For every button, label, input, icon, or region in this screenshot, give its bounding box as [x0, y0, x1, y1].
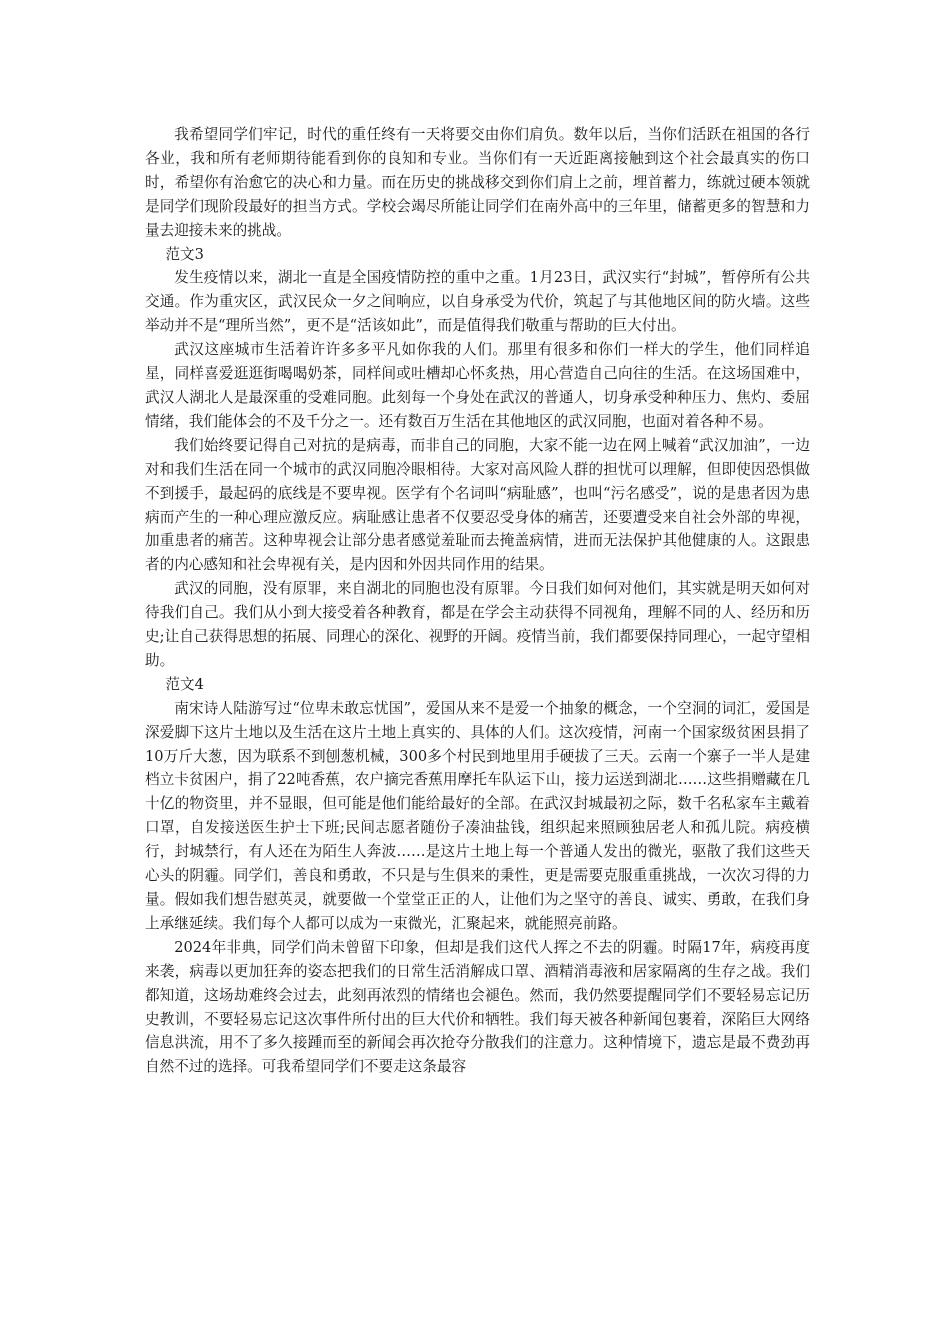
paragraph-patriotism: 南宋诗人陆游写过“位卑未敢忘忧国”，爱国从来不是爱一个抽象的概念，一个空洞的词汇，爱国是深爱脚下这片土地以及生活在这片土地上真实的、具体的人们。这次疫情，河南一个国家级贫困县捐了10万斤大葱，因为联系不到刨葱机械，300多个村民到地里用手硬拔了三天。云南一个寨子一半人是建档立卡贫困户，捐了22吨香蕉，农户摘完香蕉用摩托车队运下山，接力运送到湖北……这些捐赠藏在几十亿的物资里，并不显眼，但可能是他们能给最好的全部。在武汉封城最初之际，数千名私家车主戴着口罩，自发接送医生护士下班;民间志愿者随份子凑油盐钱，组织起来照顾独居老人和孤儿院。病疫横行，封城禁行，有人还在为陌生人奔波……是这片土地上每一个普通人发出的微光，驱散了我们这些天心头的阴霾。同学们，善良和勇敢，不只是与生俱来的秉性，更是需要克服重重挑战，一次次习得的力量。假如我们想告慰英灵，就要做一个堂堂正正的人，让他们为之坚守的善良、诚实、勇敢，在我们身上承继延续。我们每个人都可以成为一束微光，汇聚起来，就能照亮前路。 — [145, 699, 810, 932]
paragraph-closing-remarks: 我希望同学们牢记，时代的重任终有一天将要交由你们肩负。数年以后，当你们活跃在祖国的各行各业，我和所有老师期待能看到你的良知和专业。当你们有一天近距离接触到这个社会最真实的伤口时，希望你有治愈它的决心和力量。而在历史的挑战移交到你们肩上之前，埋首蓄力，练就过硬本领就是同学们现阶段最好的担当方式。学校会竭尽所能让同学们在南外高中的三年里，储蓄更多的智慧和力量去迎接未来的挑战。 — [145, 126, 810, 239]
paragraph-sars-memory: 2024年非典，同学们尚未曾留下印象，但却是我们这代人挥之不去的阴霾。时隔17年，病疫再度来袭，病毒以更加狂奔的姿态把我们的日常生活消解成口罩、酒精消毒液和居家隔离的生存之战。我们都知道，这场劫难终会过去，此刻再浓烈的情绪也会褪色。然而，我仍然要提醒同学们不要轻易忘记历史教训，不要轻易忘记这次事件所付出的巨大代价和牺牲。我们每天被各种新闻包裹着，深陷巨大网络信息洪流，用不了多久接踵而至的新闻会再次抢夺分散我们的注意力。这种情境下，遗忘是最不费劲再自然不过的选择。可我希望同学们不要走这条最容 — [145, 938, 810, 1076]
section-heading-sample-3: 范文3 — [165, 245, 204, 263]
paragraph-wuhan-people: 武汉这座城市生活着许许多多平凡如你我的人们。那里有很多和你们一样大的学生，他们同样追星，同样喜爱逛逛街喝喝奶茶，同样间或吐槽却心怀炙热，用心营造自己向往的生活。在这场国难中，武汉人湖北人是最深重的受难同胞。此刻每一个身处在武汉的普通人，切身承受种种压力、焦灼、委屈情绪，我们能体会的不及千分之一。还有数百万生活在其他地区的武汉同胞，也面对着各种不易。 — [145, 341, 810, 430]
paragraph-stigma: 我们始终要记得自己对抗的是病毒，而非自己的同胞，大家不能一边在网上喊着“武汉加油”，一边对和我们生活在同一个城市的武汉同胞冷眼相待。大家对高风险人群的担忧可以理解，但即使因恐惧做不到援手，最起码的底线是不要卑视。医学有个名词叫“病耻感”，也叫“污名感受”，说的是患者因为患病而产生的一种心理应激反应。病耻感让患者不仅要忍受身体的痛苦，还要遭受来自社会外部的卑视，加重患者的痛苦。这种卑视会让部分患者感觉羞耻而去掩盖病情，进而无法保护其他健康的人。这跟患者的内心感知和社会卑视有关，是内因和外因共同作用的结果。 — [145, 436, 810, 574]
paragraph-wuhan-lockdown: 发生疫情以来，湖北一直是全国疫情防控的重中之重。1月23日，武汉实行“封城”，暂停所有公共交通。作为重灾区，武汉民众一夕之间响应，以自身承受为代价，筑起了与其他地区间的防火墙。这些举动并不是“理所当然”，更不是“活该如此”，而是值得我们敬重与帮助的巨大付出。 — [145, 269, 810, 335]
document-page — [145, 123, 810, 1079]
paragraph-no-original-sin: 武汉的同胞，没有原罪，来自湖北的同胞也没有原罪。今日我们如何对他们，其实就是明天如何对待我们自己。我们从小到大接受着各种教育，都是在学会主动获得不同视角，理解不同的人、经历和历史;让自己获得思想的拓展、同理心的深化、视野的开阔。疫情当前，我们都要保持同理心，一起守望相助。 — [145, 580, 810, 669]
section-heading-sample-4: 范文4 — [165, 675, 204, 693]
